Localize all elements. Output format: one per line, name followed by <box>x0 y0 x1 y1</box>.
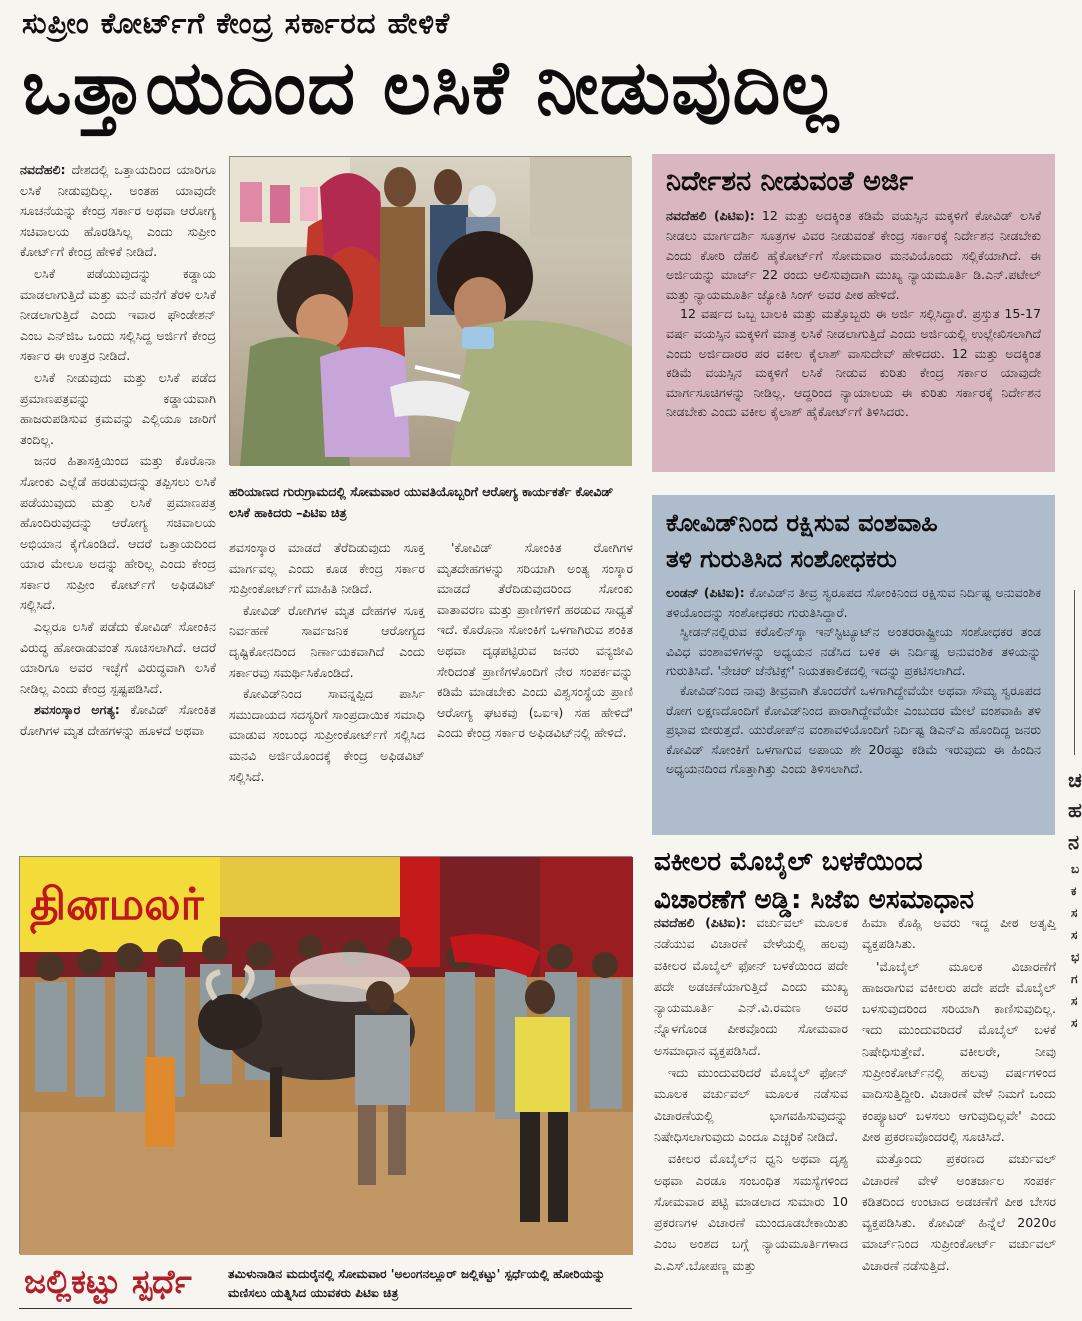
edge-fragment: ಭ <box>1071 950 1080 964</box>
mobile-story-title-line-1: ವಕೀಲರ ಮೊಬೈಲ್ ಬಳಕೆಯಿಂದ <box>654 847 923 877</box>
paragraph: 'ಕೋವಿಡ್ ಸೋಂಕಿತ ರೋಗಿಗಳ ಮೃತದೇಹಗಳನ್ನು ಸರಿಯಾಗಿ ಅಂತ್ಯ ಸಂಸ್ಕಾರ ಮಾಡದೆ ತೆರೆದಿಡುವುದರಿಂದ ಸೋಂಕು ವಾತಾವರಣ ಮತ್ತು ಪ್ರಾಣಿಗಳಿಗೆ ಹರಡುವ ಸಾಧ್ಯತೆ ಇದೆ. ಕೊರೊನಾ ಸೋಂಕಿಗೆ ಒಳಗಾಗಿರುವ ಶಂಕಿತ ಅಥವಾ ದೃಢಪಟ್ಟಿರುವ ಜನರು ವನ್ಯಜೀವಿ ಸೇರಿದಂತೆ ಪ್ರಾಣಿಗಳೊಂದಿಗೆ ನೇರ ಸಂಪರ್ಕವನ್ನು ಕಡಿಮೆ ಮಾಡಬೇಕು ಎಂದು ವಿಶ್ವಸಂಸ್ಥೆಯ ಪ್ರಾಣಿ ಆರೋಗ್ಯ ಘಟಕವು (ಒಐಇ) ಸಹ ಹೇಳಿದೆ' ಎಂದು ಕೇಂದ್ರ ಸರ್ಕಾರ ಅಫಿಡವಿಟ್‌ನಲ್ಲಿ ಹೇಳಿದೆ. <box>437 540 633 741</box>
bottom-rule <box>19 1308 632 1309</box>
jallikattu-photo <box>19 856 632 1254</box>
mobile-story-col-2 <box>862 912 1056 1316</box>
gene-research-title-line-2: ತಳಿ ಗುರುತಿಸಿದ ಸಂಶೋಧಕರು <box>666 545 897 573</box>
paragraph: ಶವಸಂಸ್ಕಾರ ಮಾಡದೆ ತೆರೆದಿಡುವುದು ಸೂಕ್ತ ಮಾರ್ಗವಲ್ಲ ಎಂದು ಕೂಡ ಕೇಂದ್ರ ಸರ್ಕಾರ ಸುಪ್ರೀಂಕೋರ್ಟ್‌ಗೆ ಮಾಹಿತಿ ನೀಡಿದೆ. <box>229 540 425 597</box>
main-story-col-1 <box>20 160 216 840</box>
jallikattu-label: ಜಲ್ಲಿಕಟ್ಟು ಸ್ಪರ್ಧೆ <box>24 1262 192 1301</box>
paragraph: ಹಿಮಾ ಕೊಹ್ಲಿ ಅವರು ಇದ್ದ ಪೀಠ ಅತೃಪ್ತಿ ವ್ಯಕ್ತಪಡಿಸಿತು. <box>862 915 1056 952</box>
mobile-story-title <box>654 844 1054 919</box>
paragraph: ಲಸಿಕೆ ನೀಡುವುದು ಮತ್ತು ಲಸಿಕೆ ಪಡೆದ ಪ್ರಮಾಣಪತ್ರವನ್ನು ಕಡ್ಡಾಯವಾಗಿ ಹಾಜರುಪಡಿಸುವ ಕ್ರಮವನ್ನು ಎಲ್ಲಿಯೂ ಜಾರಿಗೆ ತಂದಿಲ್ಲ. <box>20 369 216 447</box>
paragraph: ನವದೆಹಲಿ: ದೇಶದಲ್ಲಿ ಒತ್ತಾಯದಿಂದ ಯಾರಿಗೂ ಲಸಿಕೆ ನೀಡುವುದಿಲ್ಲ. ಅಂತಹ ಯಾವುದೇ ಸೂಚನೆಯನ್ನು ಕೇಂದ್ರ ಸರ್ಕಾರ ಅಥವಾ ಆರೋಗ್ಯ ಸಚಿವಾಲಯ ಹೊರಡಿಸಿಲ್ಲ ಎಂದು ಸುಪ್ರೀಂ ಕೋರ್ಟ್‌ಗೆ ಕೇಂದ್ರ ಹೇಳಿಕೆ ನೀಡಿದೆ. <box>20 162 216 260</box>
vaccination-photo <box>229 156 631 465</box>
vaccination-illustration <box>230 157 632 466</box>
headline: ಒತ್ತಾಯದಿಂದ ಲಸಿಕೆ ನೀಡುವುದಿಲ್ಲ <box>22 45 840 131</box>
edge-fragment: ಸ <box>1071 994 1078 1008</box>
paragraph: ಕೋವಿಡ್‌ನಿಂದ ನಾವು ತೀವ್ರವಾಗಿ ತೊಂದರೆಗೆ ಒಳಗಾಗಿದ್ದೇವೆಯೇ ಅಥವಾ ಸೌಮ್ಯ ಸ್ವರೂಪದ ರೋಗ ಲಕ್ಷಣದೊಂದಿಗೆ ಕೋವಿಡ್‌ನಿಂದ ಪಾರಾಗಿದ್ದೇವೆಯೇ ಎಂಬುದರ ಮೇಲೆ ವಂಶವಾಹಿ ತಳಿ ಪ್ರಭಾವ ಬೀರುತ್ತದೆ. ಯುರೋಪ್‌ನ ವಂಶಾವಳಿಯೊಂದಿಗೆ ನಿರ್ದಿಷ್ಟ ಡಿಎನ್‌ಎ ಹೊಂದಿದ್ದ ಜನರು ಕೋವಿಡ್ ಸೋಂಕಿಗೆ ಒಳಗಾಗುವ ಅಪಾಯ ಶೇ 20ರಷ್ಟು ಕಡಿಮೆ ಇರುವುದು ಈ ಹಿಂದಿನ ಅಧ್ಯಯನದಿಂದ ಗೊತ್ತಾಗಿತ್ತು ಎಂದು ತಿಳಿಸಲಾಗಿದೆ. <box>666 682 1041 777</box>
edge-fragment: ಗ <box>1071 972 1078 986</box>
right-edge-rule <box>1074 590 1075 755</box>
edge-fragment: ಚ <box>1068 768 1082 792</box>
paragraph: ಲಸಿಕೆ ಪಡೆಯುವುದನ್ನು ಕಡ್ಡಾಯ ಮಾಡಲಾಗುತ್ತಿದೆ ಮತ್ತು ಮನೆ ಮನೆಗೆ ತೆರಳಿ ಲಸಿಕೆ ನೀಡಲಾಗುತ್ತಿದೆ ಎಂದು ಇವಾರ ಫೌಂಡೇಶನ್ ಎಂಬ ಎನ್‌ಜಿಒ ಒಂದು ಸಲ್ಲಿಸಿದ್ದ ಅರ್ಜಿಗೆ ಕೇಂದ್ರ ಸರ್ಕಾರ ಈ ಉತ್ತರ ನೀಡಿದೆ. <box>20 265 217 364</box>
paragraph: ವಕೀಲರ ಮೊಬೈಲ್‌ನ ಧ್ವನಿ ಅಥವಾ ದೃಶ್ಯ ಅಥವಾ ಎರಡೂ ಸಂಬಂಧಿತ ಸಮಸ್ಯೆಗಳಿಂದ ಸೋಮವಾರ ಪಟ್ಟಿ ಮಾಡಲಾದ ಸುಮಾರು 10 ಪ್ರಕರಣಗಳ ವಿಚಾರಣೆ ಮುಂದೂಡಬೇಕಾಯಿತು ಎಂಬ ಅಂಶದ ಬಗ್ಗೆ ನ್ಯಾಯಮೂರ್ತಿಗಳಾದ ಎ.ಎಸ್.ಬೋಪಣ್ಣ ಮತ್ತು <box>654 1151 848 1273</box>
edge-fragment: ಸ <box>1071 906 1078 920</box>
kicker: ಸುಪ್ರೀಂ ಕೋರ್ಟ್‌ಗೆ ಕೇಂದ್ರ ಸರ್ಕಾರದ ಹೇಳಿಕೆ <box>22 6 451 40</box>
gene-research-title-line-1: ಕೋವಿಡ್‌ನಿಂದ ರಕ್ಷಿಸುವ ವಂಶವಾಹಿ <box>666 509 938 537</box>
banner-text: தினமலர் <box>30 879 204 930</box>
mobile-story-title-line-2: ವಿಚಾರಣೆಗೆ ಅಡ್ಡಿ: ಸಿಜೆಐ ಅಸಮಾಧಾನ <box>654 884 974 915</box>
paragraph: ಶವಸಂಸ್ಕಾರ ಅಗತ್ಯ: ಕೋವಿಡ್ ಸೋಂಕಿತ ರೋಗಿಗಳ ಮೃತ ದೇಹಗಳನ್ನು ಹೂಳದೆ ಅಥವಾ <box>20 702 216 739</box>
petition-box <box>652 154 1055 472</box>
paragraph: 12 ವರ್ಷದ ಒಬ್ಬ ಬಾಲಕಿ ಮತ್ತು ಮತ್ತೊಬ್ಬರು ಈ ಅರ್ಜಿ ಸಲ್ಲಿಸಿದ್ದಾರೆ. ಪ್ರಸ್ತುತ 15-17 ವರ್ಷ ವಯಸ್ಸಿನ ಮಕ್ಕಳಿಗೆ ಮಾತ್ರ ಲಸಿಕೆ ನೀಡಲಾಗುತ್ತಿದೆ ಎಂದು ಅರ್ಜಿಯಲ್ಲಿ ಉಲ್ಲೇಖಿಸಲಾಗಿದೆ ಎಂದು ಅರ್ಜಿದಾರರ ಪರ ವಕೀಲ ಕೈಲಾಶ್ ವಾಸುದೇವ್ ಹೇಳಿದರು. 12 ಮತ್ತು ಅದಕ್ಕಿಂತ ಕಡಿಮೆ ವಯಸ್ಸಿನ ಮಕ್ಕಳಿಗೆ ಲಸಿಕೆ ನೀಡುವ ಕುರಿತು ಕೇಂದ್ರ ಸರ್ಕಾರ ಯಾವುದೇ ಮಾರ್ಗಸೂಚಿಗಳನ್ನು ನೀಡಿಲ್ಲ. ಆದ್ದರಿಂದ ನ್ಯಾಯಾಲಯ ಈ ಕುರಿತು ಸರ್ಕಾರಕ್ಕೆ ನಿರ್ದೇಶನ ನೀಡಬೇಕು ಎಂದು ವಕೀಲ ಕೈಲಾಶ್ ಹೈಕೋರ್ಟ್‌ಗೆ ತಿಳಿಸಿದರು. <box>666 306 1041 420</box>
vaccination-photo-caption: ಹರಿಯಾಣದ ಗುರುಗ್ರಾಮದಲ್ಲಿ ಸೋಮವಾರ ಯುವತಿಯೊಬ್ಬರಿಗೆ ಆರೋಗ್ಯ ಕಾರ್ಯಕರ್ತೆ ಕೋವಿಡ್ ಲಸಿಕೆ ಹಾಕಿದರು –ಪಿಟಿಐ ಚಿತ್ರ <box>229 484 614 520</box>
edge-fragment: ಸ <box>1071 928 1078 942</box>
edge-fragment: ಬ <box>1071 862 1080 876</box>
paragraph: ಸ್ವೀಡನ್‌ನಲ್ಲಿರುವ ಕರೊಲಿನ್‌ಸ್ಕಾ ಇನ್‌ಸ್ಟಿಟ್ಯೂಟ್‌ನ ಅಂತರರಾಷ್ಟ್ರೀಯ ಸಂಶೋಧಕರ ತಂಡ ವಿವಿಧ ವಂಶಾವಳಿಗಳನ್ನು ಅಧ್ಯಯನ ನಡೆಸಿದ ಬಳಿಕ ಈ ನಿರ್ದಿಷ್ಟ ಅನುವಂಶಿಕ ತಳಿಯನ್ನು ಗುರುತಿಸಿದೆ. 'ನೇಚರ್ ಜೆನೆಟಿಕ್ಸ್' ನಿಯತಕಾಲಿಕದಲ್ಲಿ ಇದನ್ನು ಪ್ರಕಟಿಸಲಾಗಿದೆ. <box>666 624 1041 679</box>
jallikattu-photo-caption: ತಮಿಳುನಾಡಿನ ಮದುರೈನಲ್ಲಿ ಸೋಮವಾರ 'ಅಲಂಗನಲ್ಲೂರ್ ಜಲ್ಲಿಕಟ್ಟು' ಸ್ಪರ್ಧೆಯಲ್ಲಿ ಹೋರಿಯನ್ನು ಮಣಿಸಲು ಯತ್ನಿಸಿದ ಯುವಕರು ಪಿಟಿಐ ಚಿತ್ರ <box>228 1267 606 1300</box>
main-story-col-3 <box>437 538 633 840</box>
paragraph: 'ಮೊಬೈಲ್ ಮೂಲಕ ವಿಚಾರಣೆಗೆ ಹಾಜರಾಗುವ ವಕೀಲರು ಪದೇ ಪದೇ ಮೊಬೈಲ್ ಬಳಸುವುದರಿಂದ ಸರಿಯಾಗಿ ಕಾಣಿಸುವುದಿಲ್ಲ. ಇದು ಮುಂದುವರಿದರೆ ಮೊಬೈಲ್ ಬಳಕೆ ನಿಷೇಧಿಸುತ್ತೇವೆ. ವಕೀಲರೇ, ನೀವು ಸುಪ್ರೀಂಕೋರ್ಟ್‌ನಲ್ಲಿ ಹಲವು ವರ್ಷಗಳಿಂದ ವಾದಿಸುತ್ತಿದ್ದೀರಿ. ವಿಚಾರಣೆ ವೇಳೆ ನಿಮಗೆ ಒಂದು ಕಂಪ್ಯೂಟರ್ ಬಳಸಲು ಆಗುವುದಿಲ್ಲವೇ' ಎಂದು ಪೀಠ ಪ್ರಕರಣವೊಂದರಲ್ಲಿ ಸೂಚಿಸಿದೆ. <box>862 958 1056 1144</box>
paragraph: ಎಲ್ಲರೂ ಲಸಿಕೆ ಪಡೆದು ಕೋವಿಡ್ ಸೋಂಕಿನ ವಿರುದ್ಧ ಹೋರಾಡುವಂತೆ ಸೂಚಿಸಲಾಗಿದೆ. ಆದರೆ ಯಾರಿಗೂ ಅವರ ಇಚ್ಛೆಗೆ ವಿರುದ್ಧವಾಗಿ ಲಸಿಕೆ ನೀಡಿಲ್ಲ ಎಂದು ಕೇಂದ್ರ ಸ್ಪಷ್ಟಪಡಿಸಿದೆ. <box>20 619 216 696</box>
edge-fragment: ಕ <box>1071 884 1077 898</box>
main-story-col-2 <box>229 538 425 840</box>
paragraph: ಜನರ ಹಿತಾಸಕ್ತಿಯಿಂದ ಮತ್ತು ಕೊರೊನಾ ಸೋಂಕು ಎಲ್ಲೆಡೆ ಹರಡುವುದನ್ನು ತಪ್ಪಿಸಲು ಲಸಿಕೆ ಪಡೆಯುವುದು ಮತ್ತು ಲಸಿಕೆ ಪ್ರಮಾಣಪತ್ರ ಹೊಂದಿರುವುದನ್ನು ಆರೋಗ್ಯ ಸಚಿವಾಲಯ ಅಭಿಯಾನ ಕೈಗೊಂಡಿದೆ. ಆದರೆ ಒತ್ತಾಯದಿಂದ ಯಾರ ಮೇಲೂ ಅದನ್ನು ಹೇರಿಲ್ಲ ಎಂದು ಕೇಂದ್ರ ಸರ್ಕಾರ ಸುಪ್ರೀಂ ಕೋರ್ಟ್‌ಗೆ ಅಫಿಡವಿಟ್ ಸಲ್ಲಿಸಿದೆ. <box>20 453 216 613</box>
paragraph: ನವದೆಹಲಿ (ಪಿಟಿಐ): 12 ಮತ್ತು ಅದಕ್ಕಿಂತ ಕಡಿಮೆ ವಯಸ್ಸಿನ ಮಕ್ಕಳಿಗೆ ಕೋವಿಡ್ ಲಸಿಕೆ ನೀಡಲು ಮಾರ್ಗದರ್ಶಿ ಸೂತ್ರಗಳ ವಿವರ ನೀಡುವಂತೆ ಕೇಂದ್ರ ಸರ್ಕಾರಕ್ಕೆ ನಿರ್ದೇಶನ ನೀಡಬೇಕು ಎಂದು ಕೋರಿ ದೆಹಲಿ ಹೈಕೋರ್ಟ್‌ಗೆ ಸೋಮವಾರ ಮನವಿಯೊಂದು ಸಲ್ಲಿಕೆಯಾಗಿದೆ. ಈ ಅರ್ಜಿಯನ್ನು ಮಾರ್ಚ್ 22 ರಂದು ಆಲಿಸುವುದಾಗಿ ಮುಖ್ಯ ನ್ಯಾಯಮೂರ್ತಿ ಡಿ.ಎನ್.ಪಟೇಲ್ ಮತ್ತು ನ್ಯಾಯಮೂರ್ತಿ ಜ್ಯೋತಿ ಸಿಂಗ್ ಅವರ ಪೀಠ ಹೇಳಿದೆ. <box>666 208 1041 302</box>
edge-fragment: ಹ <box>1068 798 1082 822</box>
paragraph: ಕೋವಿಡ್ ರೋಗಿಗಳ ಮೃತ ದೇಹಗಳ ಸೂಕ್ತ ನಿರ್ವಹಣೆ ಸಾರ್ವಜನಿಕ ಆರೋಗ್ಯದ ದೃಷ್ಟಿಕೋನದಿಂದ ನಿರ್ಣಾಯಕವಾಗಿದೆ ಎಂದು ಸರ್ಕಾರವು ಸಮರ್ಥಿಸಿಕೊಂಡಿದೆ. <box>229 602 425 680</box>
gene-research-box <box>652 495 1055 835</box>
petition-box-title: ನಿರ್ದೇಶನ ನೀಡುವಂತೆ ಅರ್ಜಿ <box>666 166 914 197</box>
paragraph: ಮತ್ತೊಂದು ಪ್ರಕರಣದ ವರ್ಚುವಲ್ ವಿಚಾರಣೆ ವೇಳೆ ಅಂತರ್ಜಾಲ ಸಂಪರ್ಕ ಕಡಿತದಿಂದ ಉಂಟಾದ ಅಡಚಣೆಗೆ ಪೀಠ ಬೇಸರ ವ್ಯಕ್ತಪಡಿಸಿತು. ಕೋವಿಡ್ ಹಿನ್ನೆಲೆ 2020ರ ಮಾರ್ಚ್‌ನಿಂದ ಸುಪ್ರೀಂಕೋರ್ಟ್ ವರ್ಚುವಲ್ ವಿಚಾರಣೆ ನಡೆಸುತ್ತಿದೆ. <box>862 1151 1056 1273</box>
paragraph: ಲಂಡನ್ (ಪಿಟಿಐ): ಕೋವಿಡ್‌ನ ತೀವ್ರ ಸ್ವರೂಪದ ಸೋಂಕಿನಿಂದ ರಕ್ಷಿಸುವ ನಿರ್ದಿಷ್ಟ ಅನುವಂಶಿಕ ತಳಿಯೊಂದನ್ನು ಸಂಶೋಧಕರು ಗುರುತಿಸಿದ್ದಾರೆ. <box>666 585 1041 620</box>
jallikattu-illustration <box>20 857 633 1255</box>
mobile-story-col-1 <box>654 912 848 1316</box>
paragraph: ನವದೆಹಲಿ (ಪಿಟಿಐ): ವರ್ಚುವಲ್ ಮೂಲಕ ನಡೆಯುವ ವಿಚಾರಣೆ ವೇಳೆಯಲ್ಲಿ ಹಲವು ವಕೀಲರ ಮೊಬೈಲ್ ಫೋನ್ ಬಳಕೆಯಿಂದ ಪದೇ ಪದೇ ಅಡಚಣೆಯಾಗುತ್ತಿದೆ ಎಂದು ಮುಖ್ಯ ನ್ಯಾಯಮೂರ್ತಿ ಎನ್.ವಿ.ರಮಣ ಅವರ ನ್ನೊಳಗೊಂಡ ಪೀಠವೊಂದು ಸೋಮವಾರ ಅಸಮಾಧಾನ ವ್ಯಕ್ತಪಡಿಸಿದೆ. <box>654 915 848 1058</box>
paragraph: ಇದು ಮುಂದುವರಿದರೆ ಮೊಬೈಲ್ ಫೋನ್ ಮೂಲಕ ವರ್ಚುವಲ್ ಮೂಲಕ ನಡೆಸುವ ವಿಚಾರಣೆಯಲ್ಲಿ ಭಾಗವಹಿಸುವುದನ್ನು ನಿಷೇಧಿಸಲಾಗುವುದು ಎಂದೂ ಎಚ್ಚರಿಕೆ ನೀಡಿದೆ. <box>654 1065 848 1144</box>
gene-research-title <box>666 505 1041 577</box>
edge-fragment: ಸ <box>1071 1016 1078 1030</box>
edge-fragment: ನ <box>1068 830 1080 854</box>
paragraph: ಕೋವಿಡ್‌ನಿಂದ ಸಾವನ್ನಪ್ಪಿದ ಪಾರ್ಸಿ ಸಮುದಾಯದ ಸದಸ್ಯರಿಗೆ ಸಾಂಪ್ರದಾಯಿಕ ಸಮಾಧಿ ಮಾಡುವ ಸಂಬಂಧ ಸುಪ್ರೀಂಕೋರ್ಟ್‌ಗೆ ಸಲ್ಲಿಸಿದ ಮನವಿ ಅರ್ಜಿಯೊಂದಕ್ಕೆ ಕೇಂದ್ರ ಅಫಿಡವಿಟ್ ಸಲ್ಲಿಸಿದೆ. <box>229 686 425 784</box>
